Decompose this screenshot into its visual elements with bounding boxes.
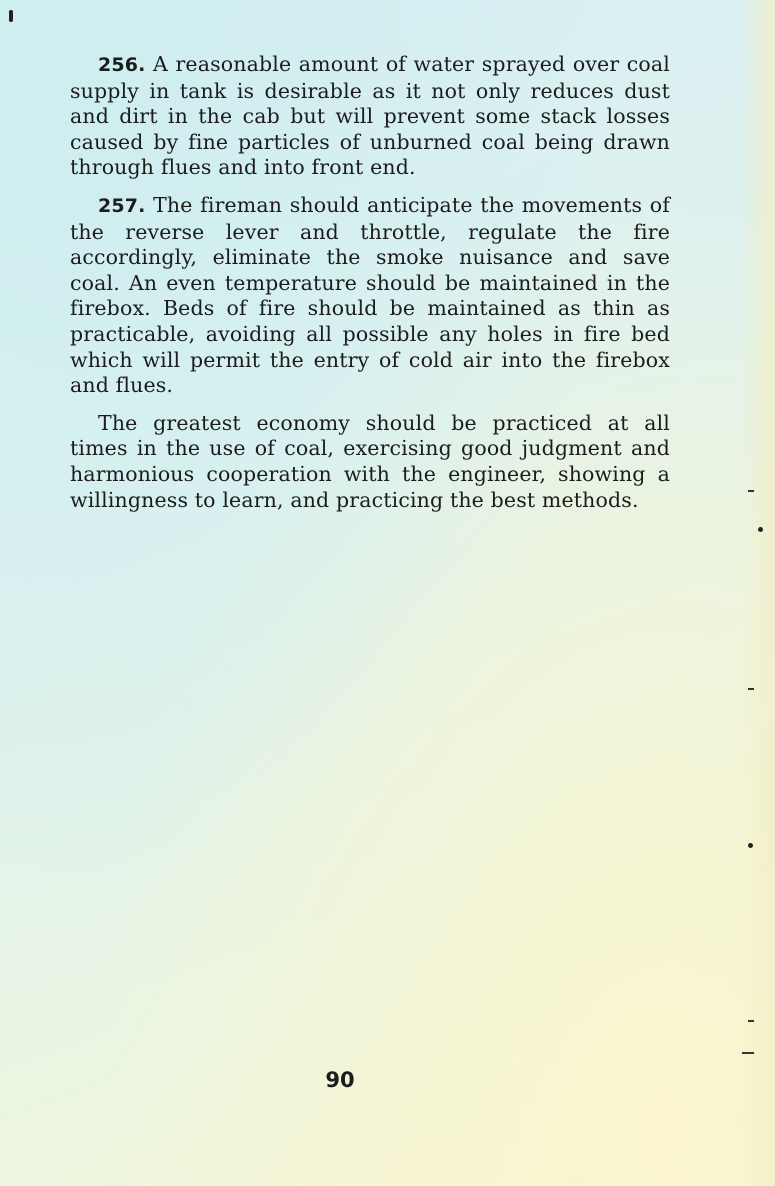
paragraph-economy [70, 411, 670, 513]
paragraph-text: The fireman should anticipate the movements of the reverse lever and throttle, regulate the fire accordingly, eliminate the smoke nuisance and save coal. An even temperature should be maintained in the firebox. Beds of fire should be maintained as thin as practicable, avoiding all possible any holes in fire bed which will permit the entry of cold air into the firebox and flues. [70, 192, 670, 398]
paragraph-256 [70, 52, 670, 181]
ink-mark [9, 10, 13, 22]
edge-dash [742, 1052, 754, 1054]
paragraph-257 [70, 193, 670, 399]
ink-speck [748, 843, 753, 848]
paragraph-text: The greatest economy should be practiced at all times in the use of coal, exercising good judgment and harmonious cooperation with the engineer, showing a willingness to learn, and practicing the best methods. [70, 410, 670, 512]
edge-dash [748, 1020, 754, 1022]
page-number: 90 [325, 1068, 355, 1092]
paragraph-number: 256. [98, 54, 146, 76]
page-edge-shading [741, 0, 775, 1186]
body-text [70, 52, 670, 525]
edge-dash [748, 688, 754, 690]
edge-dash [748, 490, 754, 492]
paragraph-number: 257. [98, 194, 146, 217]
paragraph-text: A reasonable amount of water sprayed over coal supply in tank is desirable as it not only reduces dust and dirt in the cab but will prevent some stack losses caused by fine particles of unburned coal being drawn through flues and into front end. [70, 52, 671, 180]
ink-speck [758, 527, 763, 532]
